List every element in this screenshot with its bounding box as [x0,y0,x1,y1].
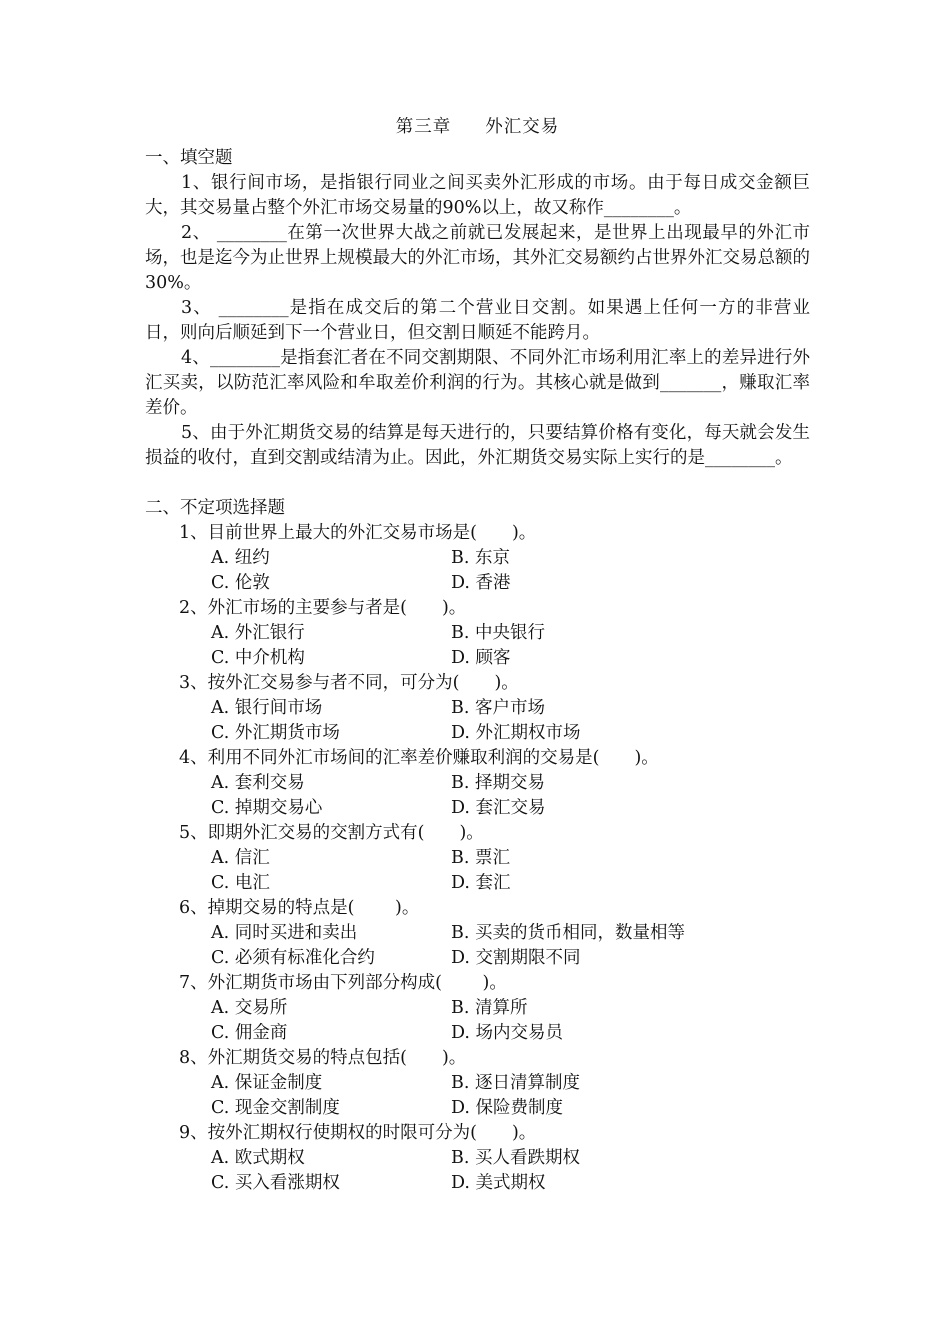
option-a: A. 银行间市场 [211,698,323,718]
option-c: C. 现金交割制度 [211,1098,340,1118]
section-spacer [145,471,810,496]
option-row [145,1171,810,1196]
option-d: D. 美式期权 [451,1173,546,1193]
fill-blank-item-2: 2、 ________在第一次世界大战之前就已发展起来，是世界上出现最早的外汇市场，也是迄今为止世界上规模最大的外汇市场，其外汇交易额约占世界外汇交易总额的 30%。 [145,223,810,293]
option-d: D. 保险费制度 [451,1098,564,1118]
option-d: D. 套汇 [451,873,511,893]
question-9: 9、按外汇期权行使期权的时限可分为( )。 [179,1123,537,1143]
option-row [145,1146,810,1171]
option-row [145,996,810,1021]
option-row [145,1096,810,1121]
option-b: B. 买卖的货币相同，数量相等 [451,923,685,943]
option-row [145,546,810,571]
option-b: B. 票汇 [451,848,510,868]
option-b: B. 择期交易 [451,773,545,793]
question-3: 3、按外汇交易参与者不同，可分为( )。 [179,673,519,693]
option-a: A. 外汇银行 [211,623,305,643]
option-d: D. 外汇期权市场 [451,723,581,743]
option-b: B. 逐日清算制度 [451,1073,580,1093]
option-row [145,846,810,871]
option-row [145,696,810,721]
option-d: D. 套汇交易 [451,798,546,818]
question-5: 5、即期外汇交易的交割方式有( )。 [179,823,484,843]
option-c: C. 外汇期货市场 [211,723,340,743]
option-a: A. 交易所 [211,998,288,1018]
option-c: C. 伦敦 [211,573,270,593]
option-a: A. 同时买进和卖出 [211,923,358,943]
option-d: D. 交割期限不同 [451,948,581,968]
chapter-number: 第三章 [395,117,452,137]
option-a: A. 套利交易 [211,773,305,793]
option-row [145,621,810,646]
question-6: 6、掉期交易的特点是( )。 [179,898,420,918]
option-row [145,1071,810,1096]
option-c: C. 买入看涨期权 [211,1173,340,1193]
option-d: D. 场内交易员 [451,1023,564,1043]
section-heading-fill-blank: 一、填空题 [145,148,233,168]
option-row [145,646,810,671]
option-a: A. 纽约 [211,548,270,568]
chapter-name: 外汇交易 [485,117,560,137]
option-row [145,571,810,596]
option-b: B. 清算所 [451,998,528,1018]
question-7: 7、外汇期货市场由下列部分构成( )。 [179,973,507,993]
question-4: 4、利用不同外汇市场间的汇率差价赚取利润的交易是( )。 [179,748,659,768]
option-row [145,721,810,746]
option-b: B. 客户市场 [451,698,545,718]
option-c: C. 必须有标准化合约 [211,948,375,968]
option-a: A. 保证金制度 [211,1073,323,1093]
option-c: C. 电汇 [211,873,270,893]
option-row [145,871,810,896]
option-b: B. 东京 [451,548,510,568]
option-a: A. 信汇 [211,848,270,868]
option-row [145,1021,810,1046]
fill-blank-item-1: 1、银行间市场，是指银行同业之间买卖外汇形成的市场。由于每日成交金额巨大，其交易量占整个外汇市场交易量的90%以上，故又称作________。 [145,173,810,218]
option-row [145,946,810,971]
option-row [145,796,810,821]
option-b: B. 买人看跌期权 [451,1148,580,1168]
option-d: D. 香港 [451,573,511,593]
option-c: C. 佣金商 [211,1023,288,1043]
section-heading-multiple-choice: 二、不定项选择题 [145,498,285,518]
option-d: D. 顾客 [451,648,511,668]
option-row [145,921,810,946]
option-c: C. 中介机构 [211,648,305,668]
question-1: 1、目前世界上最大的外汇交易市场是( )。 [179,523,537,543]
option-b: B. 中央银行 [451,623,545,643]
fill-blank-item-5: 5、由于外汇期货交易的结算是每天进行的，只要结算价格有变化，每天就会发生损益的收付，直到交割或结清为止。因此，外汇期货交易实际上实行的是________。 [145,423,810,468]
question-8: 8、外汇期货交易的特点包括( )。 [179,1048,467,1068]
question-2: 2、外汇市场的主要参与者是( )。 [179,598,467,618]
document-page [145,108,810,1196]
option-row [145,771,810,796]
option-c: C. 掉期交易心 [211,798,323,818]
fill-blank-item-4: 4、________是指套汇者在不同交割期限、不同外汇市场利用汇率上的差异进行外汇买卖，以防范汇率风险和牟取差价利润的行为。其核心就是做到_______，赚取汇率差价。 [145,348,810,418]
question-list [145,521,810,1196]
option-a: A. 欧式期权 [211,1148,305,1168]
fill-blank-item-3: 3、 ________是指在成交后的第二个营业日交割。如果遇上任何一方的非营业日，则向后顺延到下一个营业日，但交割日顺延不能跨月。 [145,298,810,343]
chapter-title [145,108,810,146]
